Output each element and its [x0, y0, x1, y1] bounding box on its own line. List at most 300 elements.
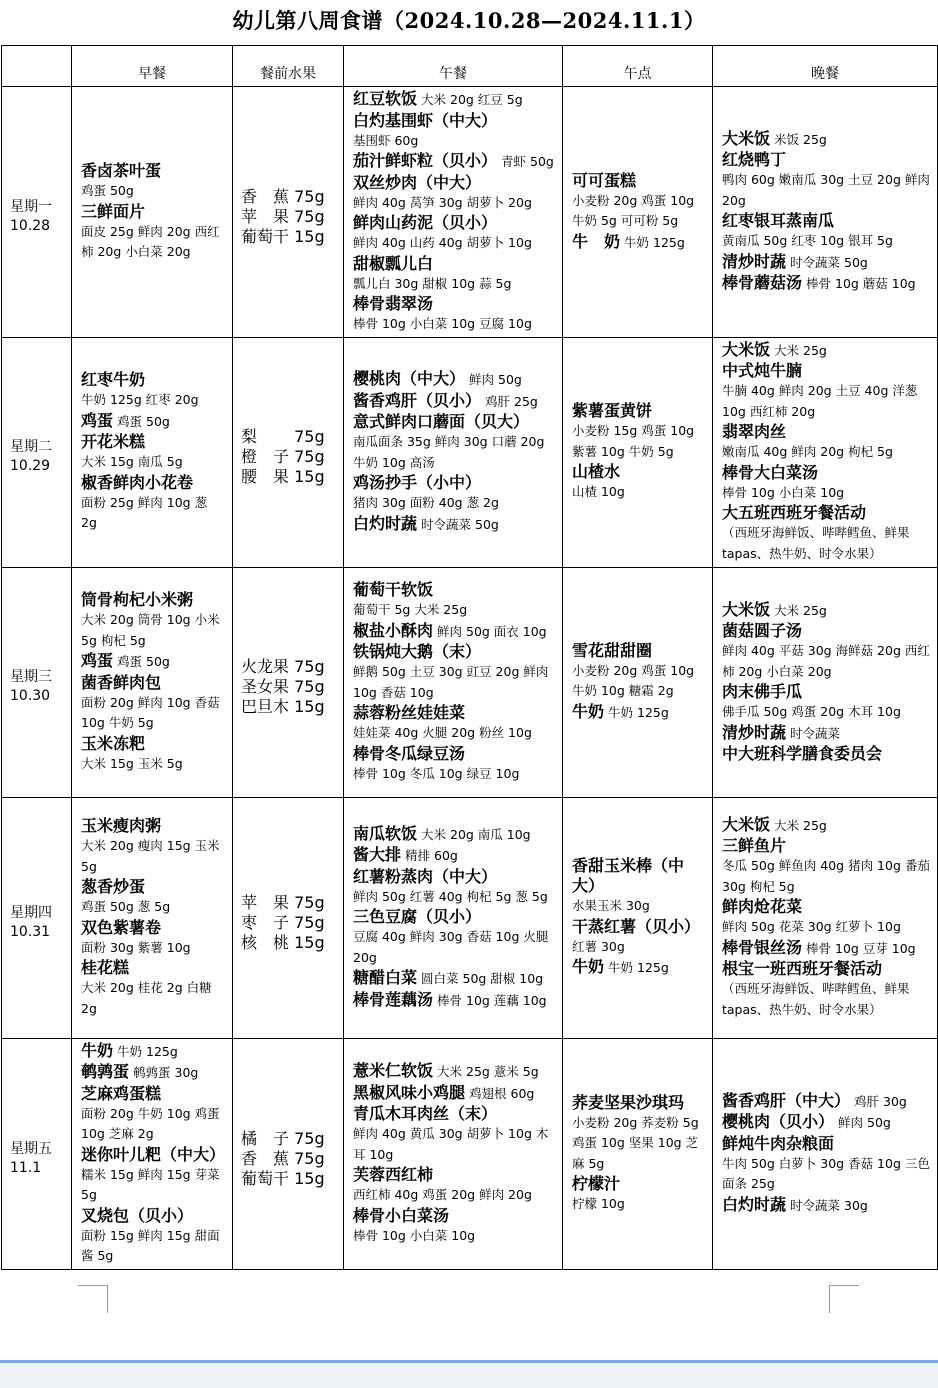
dish-ingredients: 棒骨 10g 蘑菇 10g: [806, 276, 916, 292]
dish-line: [353, 824, 556, 846]
ingredient-line: 西红柿 40g 鸡蛋 20g 鲜肉 20g: [353, 1187, 532, 1202]
dish-name: 香卤茶叶蛋: [81, 161, 162, 180]
dish-ingredients: 大米 25g: [774, 602, 827, 618]
dish-line: [572, 641, 706, 661]
dish-line: [722, 503, 931, 523]
ingredient-line: 鲜肉 50g 花菜 30g 红萝卜 10g: [722, 919, 901, 935]
dish-name: 芙蓉西红柿: [353, 1165, 434, 1184]
ingredient-line: 鲜肉 50g 红薯 40g 枸杞 5g 葱 5g: [353, 888, 548, 904]
dish-name: 红枣银耳蒸南瓜: [722, 211, 835, 231]
dish-ingredients: 时令蔬菜 50g: [421, 516, 499, 532]
dish-line: [353, 111, 556, 131]
dish-line: [81, 958, 226, 978]
dish-name: 鲜肉山药泥（贝小）: [353, 213, 498, 232]
dish-line: [722, 252, 931, 274]
dish-line: [353, 968, 556, 990]
weekday-label: 星期二: [10, 439, 52, 455]
ingredient-line: 牛奶 10g 糖霜 2g: [572, 683, 674, 699]
dish-name: 鸡汤抄手（小中）: [353, 473, 482, 492]
ingredient-line: 牛肉 50g 白萝卜 30g 香菇 10g 三色面条 25g: [722, 1155, 930, 1192]
dish-name: 棒骨小白菜汤: [353, 1205, 450, 1225]
dish-name: 棒骨冬瓜绿豆汤: [353, 743, 466, 763]
dish-name: 山楂水: [572, 462, 621, 482]
dish-line: [353, 1061, 556, 1083]
ingredient-line: 水果玉米 30g: [572, 898, 650, 914]
dish-line: [572, 917, 706, 937]
dish-name: 鸡蛋: [81, 410, 114, 430]
breakfast-cell: [72, 87, 233, 338]
dish-name: 酱大排: [353, 845, 402, 865]
ingredient-line: 糯米 15g 鲜肉 15g 芽菜 5g: [81, 1166, 220, 1202]
day-cell: [2, 797, 72, 1038]
dish-name: 双色紫薯卷: [81, 917, 162, 937]
dish-ingredients: 牛奶 125g: [608, 960, 669, 976]
dish-name: 酱香鸡肝（贝小）: [353, 390, 482, 410]
dish-line: [353, 1104, 556, 1124]
ingredient-line: 面粉 30g 紫薯 10g: [81, 939, 191, 955]
dish-line: [722, 211, 931, 231]
dish-name: 菌菇圆子汤: [722, 621, 803, 641]
dish-ingredients: 鲜肉 50g: [469, 372, 522, 387]
dish-line: [722, 340, 931, 362]
dish-ingredients: 牛奶 125g: [608, 704, 669, 720]
dish-name: 黑椒风味小鸡腿: [353, 1082, 466, 1102]
ingredient-line: 鸭肉 60g 嫩南瓜 30g 土豆 20g 鲜肉 20g: [722, 172, 930, 208]
dish-line: [81, 918, 226, 938]
dish-line: [572, 856, 706, 896]
dish-line: [722, 1091, 931, 1113]
date-label: 11.1: [10, 1159, 42, 1176]
snack-cell: [563, 567, 713, 797]
ingredient-line: 小麦粉 15g 鸡蛋 10g: [572, 423, 695, 439]
fruit-item: 葡萄干 15g: [241, 1168, 325, 1188]
dish-name: 樱桃肉（中大）: [353, 369, 466, 388]
ingredient-line: 鲜鹅 50g 土豆 30g 豇豆 20g 鲜肉 10g 香菇 10g: [353, 664, 549, 700]
dish-name: 紫薯蛋黄饼: [572, 401, 653, 421]
dish-line: [81, 161, 226, 181]
dish-name: 茄汁鲜虾粒（贝小）: [353, 151, 498, 170]
dish-name: 大米饭: [722, 128, 771, 148]
ingredient-line: 佛手瓜 50g 鸡蛋 20g 木耳 10g: [722, 704, 901, 720]
dish-name: 青瓜木耳肉丝（末）: [353, 1104, 498, 1123]
fruit-item: 苹 果 75g: [241, 892, 325, 912]
ingredient-line: 娃娃菜 40g 火腿 20g 粉丝 10g: [353, 725, 532, 740]
dish-ingredients: 米饭 25g: [774, 131, 827, 147]
dish-line: [81, 1206, 226, 1226]
ingredient-line: 牛奶 5g 可可粉 5g: [572, 213, 679, 228]
header-fruit: 餐前水果: [233, 46, 344, 87]
day-row: [2, 797, 938, 1038]
dish-ingredients: 时令蔬菜: [790, 725, 841, 741]
dish-line: [353, 867, 556, 887]
fruit-cell: [233, 797, 344, 1038]
dish-name: 翡翠肉丝: [722, 422, 787, 442]
dish-line: [353, 151, 556, 173]
dish-name: 糖醋白菜: [353, 968, 418, 988]
dish-name: 大米饭: [722, 599, 771, 619]
dish-line: [353, 514, 556, 536]
dish-name: 迷你叶儿粑（中大）: [81, 1144, 226, 1164]
ingredient-line: 鲜肉 40g 山药 40g 胡萝卜 10g: [353, 235, 532, 250]
ingredient-line: 棒骨 10g 小白菜 10g: [353, 1227, 476, 1243]
ingredient-line: 棒骨 10g 小白菜 10g: [722, 484, 845, 500]
dish-name: 荞麦坚果沙琪玛: [572, 1092, 685, 1112]
snack-cell: [563, 87, 713, 338]
dish-line: [353, 213, 556, 233]
dish-name: 可可蛋糕: [572, 170, 637, 190]
weekday-label: 星期四: [10, 904, 52, 921]
dish-name: 牛奶: [572, 701, 605, 721]
dish-line: [572, 702, 706, 724]
window-bottom-band: [0, 1360, 938, 1388]
dish-line: [353, 412, 556, 432]
dish-name: 牛奶: [572, 957, 605, 977]
ingredient-line: 大米 15g 玉米 5g: [81, 755, 183, 771]
fruit-cell: [233, 567, 344, 797]
dish-line: [81, 590, 226, 610]
dish-line: [81, 1062, 226, 1084]
dish-name: 南瓜软饭: [353, 823, 418, 843]
ingredient-line: 大米 20g 瘦肉 15g 玉米 5g: [81, 838, 220, 874]
lunch-cell: [344, 567, 563, 797]
dish-name: 棒骨银丝汤: [722, 937, 803, 957]
dish-line: [572, 401, 706, 421]
dish-line: [353, 744, 556, 764]
dish-line: [572, 171, 706, 191]
lunch-cell: [344, 1038, 563, 1269]
dish-line: [722, 129, 931, 151]
dish-line: [722, 815, 931, 837]
dish-line: [353, 1165, 556, 1185]
dish-line: [722, 463, 931, 483]
dish-line: [353, 1206, 556, 1226]
dish-name: 肉末佛手瓜: [722, 682, 803, 702]
dish-ingredients: 鸡肝 30g: [854, 1093, 907, 1109]
dish-name: 红枣牛奶: [81, 370, 146, 390]
header-dinner: 晚餐: [713, 46, 938, 87]
dish-name: 香甜玉米棒（中大）: [572, 856, 685, 896]
dish-name: 葡萄干软饭: [353, 580, 434, 599]
dish-line: [353, 845, 556, 867]
ingredient-line: 面皮 25g 鲜肉 20g 西红柿 20g 小白菜 20g: [81, 223, 220, 259]
dish-line: [353, 703, 556, 723]
dish-name: 筒骨枸杞小米粥: [81, 590, 194, 609]
dish-name: 棒骨莲藕汤: [353, 989, 434, 1009]
lunch-cell: [344, 87, 563, 338]
dish-line: [353, 580, 556, 600]
dish-name: 葱香炒蛋: [81, 877, 146, 896]
dish-name: 玉米瘦肉粥: [81, 816, 162, 835]
dish-ingredients: 鹌鹑蛋 30g: [133, 1065, 199, 1080]
dish-name: 棒骨蘑菇汤: [722, 273, 803, 293]
dish-line: [81, 673, 226, 693]
dish-name: 椒盐小酥肉: [353, 620, 434, 640]
dish-name: 柠檬汁: [572, 1174, 621, 1193]
dish-line: [81, 432, 226, 452]
day-row: [2, 1038, 938, 1269]
dish-name: 大米饭: [722, 814, 771, 834]
dish-ingredients: 大米 25g: [774, 342, 827, 358]
dish-line: [722, 836, 931, 856]
snack-cell: [563, 1038, 713, 1269]
dish-name: 干蒸红薯（贝小）: [572, 916, 701, 936]
dish-line: [722, 150, 931, 170]
dish-ingredients: 时令蔬菜 50g: [790, 254, 868, 270]
dish-line: [722, 744, 931, 764]
dish-ingredients: 鸡肝 25g: [485, 393, 538, 409]
day-row: [2, 567, 938, 797]
breakfast-cell: [72, 797, 233, 1038]
dish-name: 棒骨大白菜汤: [722, 462, 819, 482]
dish-line: [572, 462, 706, 482]
dinner-cell: [713, 337, 938, 567]
ingredient-line: 大米 20g 筒骨 10g 小米 5g 枸杞 5g: [81, 612, 220, 648]
dish-ingredients: 鲜肉 50g 面衣 10g: [437, 623, 547, 639]
ingredient-line: 鲜肉 40g 黄瓜 30g 胡萝卜 10g 木耳 10g: [353, 1126, 549, 1162]
ingredient-line: 柠檬 10g: [572, 1196, 625, 1211]
dish-line: [722, 1195, 931, 1217]
date-label: 10.28: [10, 217, 51, 234]
ingredient-line: （西班牙海鲜饭、哔哔鳕鱼、鲜果 tapas、热牛奶、时令水果）: [722, 525, 910, 561]
dish-line: [722, 938, 931, 960]
dish-name: 鸡蛋: [81, 651, 114, 670]
header-lunch: 午餐: [344, 46, 563, 87]
ingredient-line: 豆腐 40g 鲜肉 30g 香菇 10g 火腿 20g: [353, 929, 549, 965]
header-day: [2, 46, 72, 87]
dish-line: [81, 651, 226, 673]
dish-name: 清炒时蔬: [722, 722, 787, 742]
dish-name: 白灼基围虾（中大）: [353, 110, 498, 130]
dish-line: [722, 897, 931, 917]
dish-name: 铁锅炖大鹅（末）: [353, 642, 482, 661]
date-label: 10.29: [10, 458, 51, 474]
dish-name: 薏米仁软饭: [353, 1061, 434, 1080]
dish-name: 玉米冻粑: [81, 733, 146, 753]
fruit-item: 橘 子 75g: [241, 1128, 325, 1148]
day-cell: [2, 337, 72, 567]
dish-name: 菌香鲜肉包: [81, 672, 162, 692]
dish-line: [81, 1041, 226, 1063]
fruit-item: 香 蕉 75g: [241, 1148, 325, 1168]
ingredient-line: （西班牙海鲜饭、哔哔鳕鱼、鲜果 tapas、热牛奶、时令水果）: [722, 981, 910, 1017]
dish-line: [81, 734, 226, 754]
dish-name: 意式鲜肉口蘑面（贝大）: [353, 412, 530, 431]
page-title: 幼儿第八周食谱（2024.10.28—2024.11.1）: [232, 8, 706, 33]
header-snack: 午点: [563, 46, 713, 87]
dish-name: 中大班科学膳食委员会: [722, 744, 883, 764]
dish-line: [81, 202, 226, 222]
dish-line: [353, 369, 556, 391]
dish-name: 甜椒瓢儿白: [353, 253, 434, 273]
dish-line: [722, 621, 931, 641]
dish-line: [353, 254, 556, 274]
ingredient-line: 鲜肉 40g 平菇 30g 海鲜菇 20g 西红柿 20g 小白菜 20g: [722, 643, 930, 679]
dish-line: [81, 473, 226, 493]
dish-ingredients: 圆白菜 50g 甜椒 10g: [421, 971, 544, 987]
dish-name: 白灼时蔬: [722, 1194, 787, 1214]
dish-line: [353, 89, 556, 111]
dish-line: [722, 361, 931, 381]
dish-line: [722, 1134, 931, 1154]
dish-line: [353, 621, 556, 643]
day-cell: [2, 87, 72, 338]
fruit-item: 火龙果 75g: [241, 657, 325, 676]
fruit-item: 梨 75g: [241, 427, 325, 446]
fruit-item: 圣女果 75g: [241, 677, 325, 696]
ingredient-line: 黄南瓜 50g 红枣 10g 银耳 5g: [722, 233, 893, 249]
dish-ingredients: 青虾 50g: [501, 154, 554, 169]
dish-ingredients: 鸡蛋 50g: [117, 654, 170, 669]
ingredient-line: 棒骨 10g 小白菜 10g 豆腐 10g: [353, 316, 532, 331]
ingredient-line: 棒骨 10g 冬瓜 10g 绿豆 10g: [353, 765, 520, 781]
page-corner-mark-right: [829, 1285, 859, 1313]
dish-name: 大五班西班牙餐活动: [722, 503, 867, 523]
dish-ingredients: 大米 20g 南瓜 10g: [421, 826, 531, 842]
dish-line: [722, 600, 931, 622]
dish-line: [722, 723, 931, 745]
dish-line: [722, 682, 931, 702]
menu-table: [1, 45, 938, 1270]
dish-ingredients: 大米 25g: [774, 817, 827, 833]
day-row: [2, 337, 938, 567]
snack-cell: [563, 337, 713, 567]
ingredient-line: 大米 15g 南瓜 5g: [81, 454, 183, 470]
ingredient-line: 葡萄干 5g 大米 25g: [353, 602, 468, 617]
dish-name: 红薯粉蒸肉（中大）: [353, 866, 498, 886]
dish-line: [353, 294, 556, 314]
header-breakfast: 早餐: [72, 46, 233, 87]
dish-line: [572, 232, 706, 254]
dish-name: 牛奶: [81, 1040, 114, 1060]
ingredient-line: 小麦粉 20g 鸡蛋 10g: [572, 192, 695, 208]
dish-name: 鹌鹑蛋: [81, 1062, 130, 1081]
dish-name: 芝麻鸡蛋糕: [81, 1083, 162, 1103]
dish-name: 牛 奶: [572, 231, 621, 251]
dish-line: [353, 990, 556, 1012]
ingredient-line: 鲜肉 40g 莴笋 30g 胡萝卜 20g: [353, 194, 532, 210]
dish-ingredients: 大米 25g 薏米 5g: [437, 1064, 539, 1079]
ingredient-line: 面粉 20g 鲜肉 10g 香菇 10g 牛奶 5g: [81, 694, 220, 730]
dish-name: 大米饭: [722, 339, 771, 359]
dish-line: [353, 1083, 556, 1105]
dish-ingredients: 时令蔬菜 30g: [790, 1197, 868, 1213]
ingredient-line: 大米 20g 桂花 2g 白糖 2g: [81, 980, 212, 1016]
lunch-cell: [344, 797, 563, 1038]
dish-line: [81, 816, 226, 836]
weekday-label: 星期三: [10, 669, 52, 685]
dish-name: 桂花糕: [81, 958, 130, 977]
dish-line: [353, 473, 556, 493]
ingredient-line: 面粉 20g 牛奶 10g 鸡蛋 10g 芝麻 2g: [81, 1105, 220, 1141]
dish-ingredients: 大米 20g 红豆 5g: [421, 92, 523, 107]
dish-line: [353, 642, 556, 662]
fruit-cell: [233, 337, 344, 567]
fruit-item: 枣 子 75g: [241, 912, 325, 932]
dish-name: 樱桃肉（贝小）: [722, 1112, 835, 1132]
dish-line: [572, 1174, 706, 1194]
fruit-item: 橙 子 75g: [241, 447, 325, 466]
page-corner-mark-left: [78, 1285, 108, 1313]
dish-name: 清炒时蔬: [722, 251, 787, 271]
date-label: 10.31: [10, 923, 51, 940]
dish-ingredients: 鸡蛋 50g: [117, 413, 170, 429]
dish-line: [81, 1084, 226, 1104]
dish-name: 三鲜面片: [81, 201, 146, 221]
dish-name: 棒骨翡翠汤: [353, 294, 434, 313]
dish-line: [722, 422, 931, 442]
ingredient-line: 小麦粉 20g 荞麦粉 5g 鸡蛋 10g 坚果 10g 芝麻 5g: [572, 1114, 699, 1171]
dish-line: [722, 1112, 931, 1134]
dish-line: [81, 1145, 226, 1165]
dish-line: [353, 907, 556, 927]
day-row: [2, 87, 938, 338]
fruit-item: 巴旦木 15g: [241, 697, 325, 716]
ingredient-line: 瓢儿白 30g 甜椒 10g 蒜 5g: [353, 275, 512, 291]
fruit-item: 苹 果 75g: [241, 206, 325, 226]
dinner-cell: [713, 1038, 938, 1269]
fruit-cell: [233, 1038, 344, 1269]
dish-name: 叉烧包（贝小）: [81, 1205, 194, 1225]
fruit-item: 葡萄干 15g: [241, 226, 325, 246]
ingredient-line: 紫薯 10g 牛奶 5g: [572, 443, 674, 459]
dish-line: [81, 877, 226, 897]
dish-ingredients: 精排 60g: [405, 848, 458, 864]
ingredient-line: 鸡蛋 50g: [81, 183, 134, 198]
dish-name: 双丝炒肉（中大）: [353, 172, 482, 192]
dish-ingredients: 鲜肉 50g: [838, 1115, 891, 1131]
dish-name: 三鲜鱼片: [722, 836, 787, 856]
ingredient-line: 红薯 30g: [572, 938, 625, 954]
dinner-cell: [713, 567, 938, 797]
dish-line: [722, 273, 931, 295]
dish-name: 酱香鸡肝（中大）: [722, 1090, 851, 1110]
ingredient-line: 牛奶 125g 红枣 20g: [81, 392, 199, 408]
day-cell: [2, 567, 72, 797]
dish-name: 根宝一班西班牙餐活动: [722, 959, 883, 979]
dish-line: [572, 1093, 706, 1113]
dish-name: 白灼时蔬: [353, 513, 418, 533]
dish-line: [353, 173, 556, 193]
breakfast-cell: [72, 1038, 233, 1269]
weekday-label: 星期五: [10, 1140, 52, 1157]
header-row: [2, 46, 938, 87]
dish-name: 雪花甜甜圈: [572, 640, 653, 660]
dinner-cell: [713, 87, 938, 338]
snack-cell: [563, 797, 713, 1038]
dish-name: 鲜炖牛肉杂粮面: [722, 1133, 835, 1153]
dish-line: [81, 370, 226, 390]
lunch-cell: [344, 337, 563, 567]
dish-name: 三色豆腐（贝小）: [353, 907, 482, 927]
dinner-cell: [713, 797, 938, 1038]
dish-name: 椒香鲜肉小花卷: [81, 472, 194, 492]
dish-name: 开花米糕: [81, 432, 146, 452]
dish-ingredients: 牛奶 125g: [117, 1043, 178, 1059]
dish-line: [722, 959, 931, 979]
dish-ingredients: 棒骨 10g 莲藕 10g: [437, 992, 547, 1008]
ingredient-line: 嫩南瓜 40g 鲜肉 20g 枸杞 5g: [722, 444, 893, 460]
fruit-cell: [233, 87, 344, 338]
ingredient-line: 山楂 10g: [572, 484, 625, 500]
fruit-item: 香 蕉 75g: [241, 186, 325, 206]
dish-ingredients: 鸡翅根 60g: [469, 1085, 535, 1101]
dish-ingredients: 棒骨 10g 豆芽 10g: [806, 940, 916, 956]
dish-name: 红豆软饭: [353, 89, 418, 108]
ingredient-line: 基围虾 60g: [353, 132, 419, 148]
ingredient-line: 猪肉 30g 面粉 40g 葱 2g: [353, 495, 499, 510]
ingredient-line: 冬瓜 50g 鲜鱼肉 40g 猪肉 10g 番茄 30g 枸杞 5g: [722, 858, 930, 894]
dish-name: 红烧鸭丁: [722, 150, 787, 170]
